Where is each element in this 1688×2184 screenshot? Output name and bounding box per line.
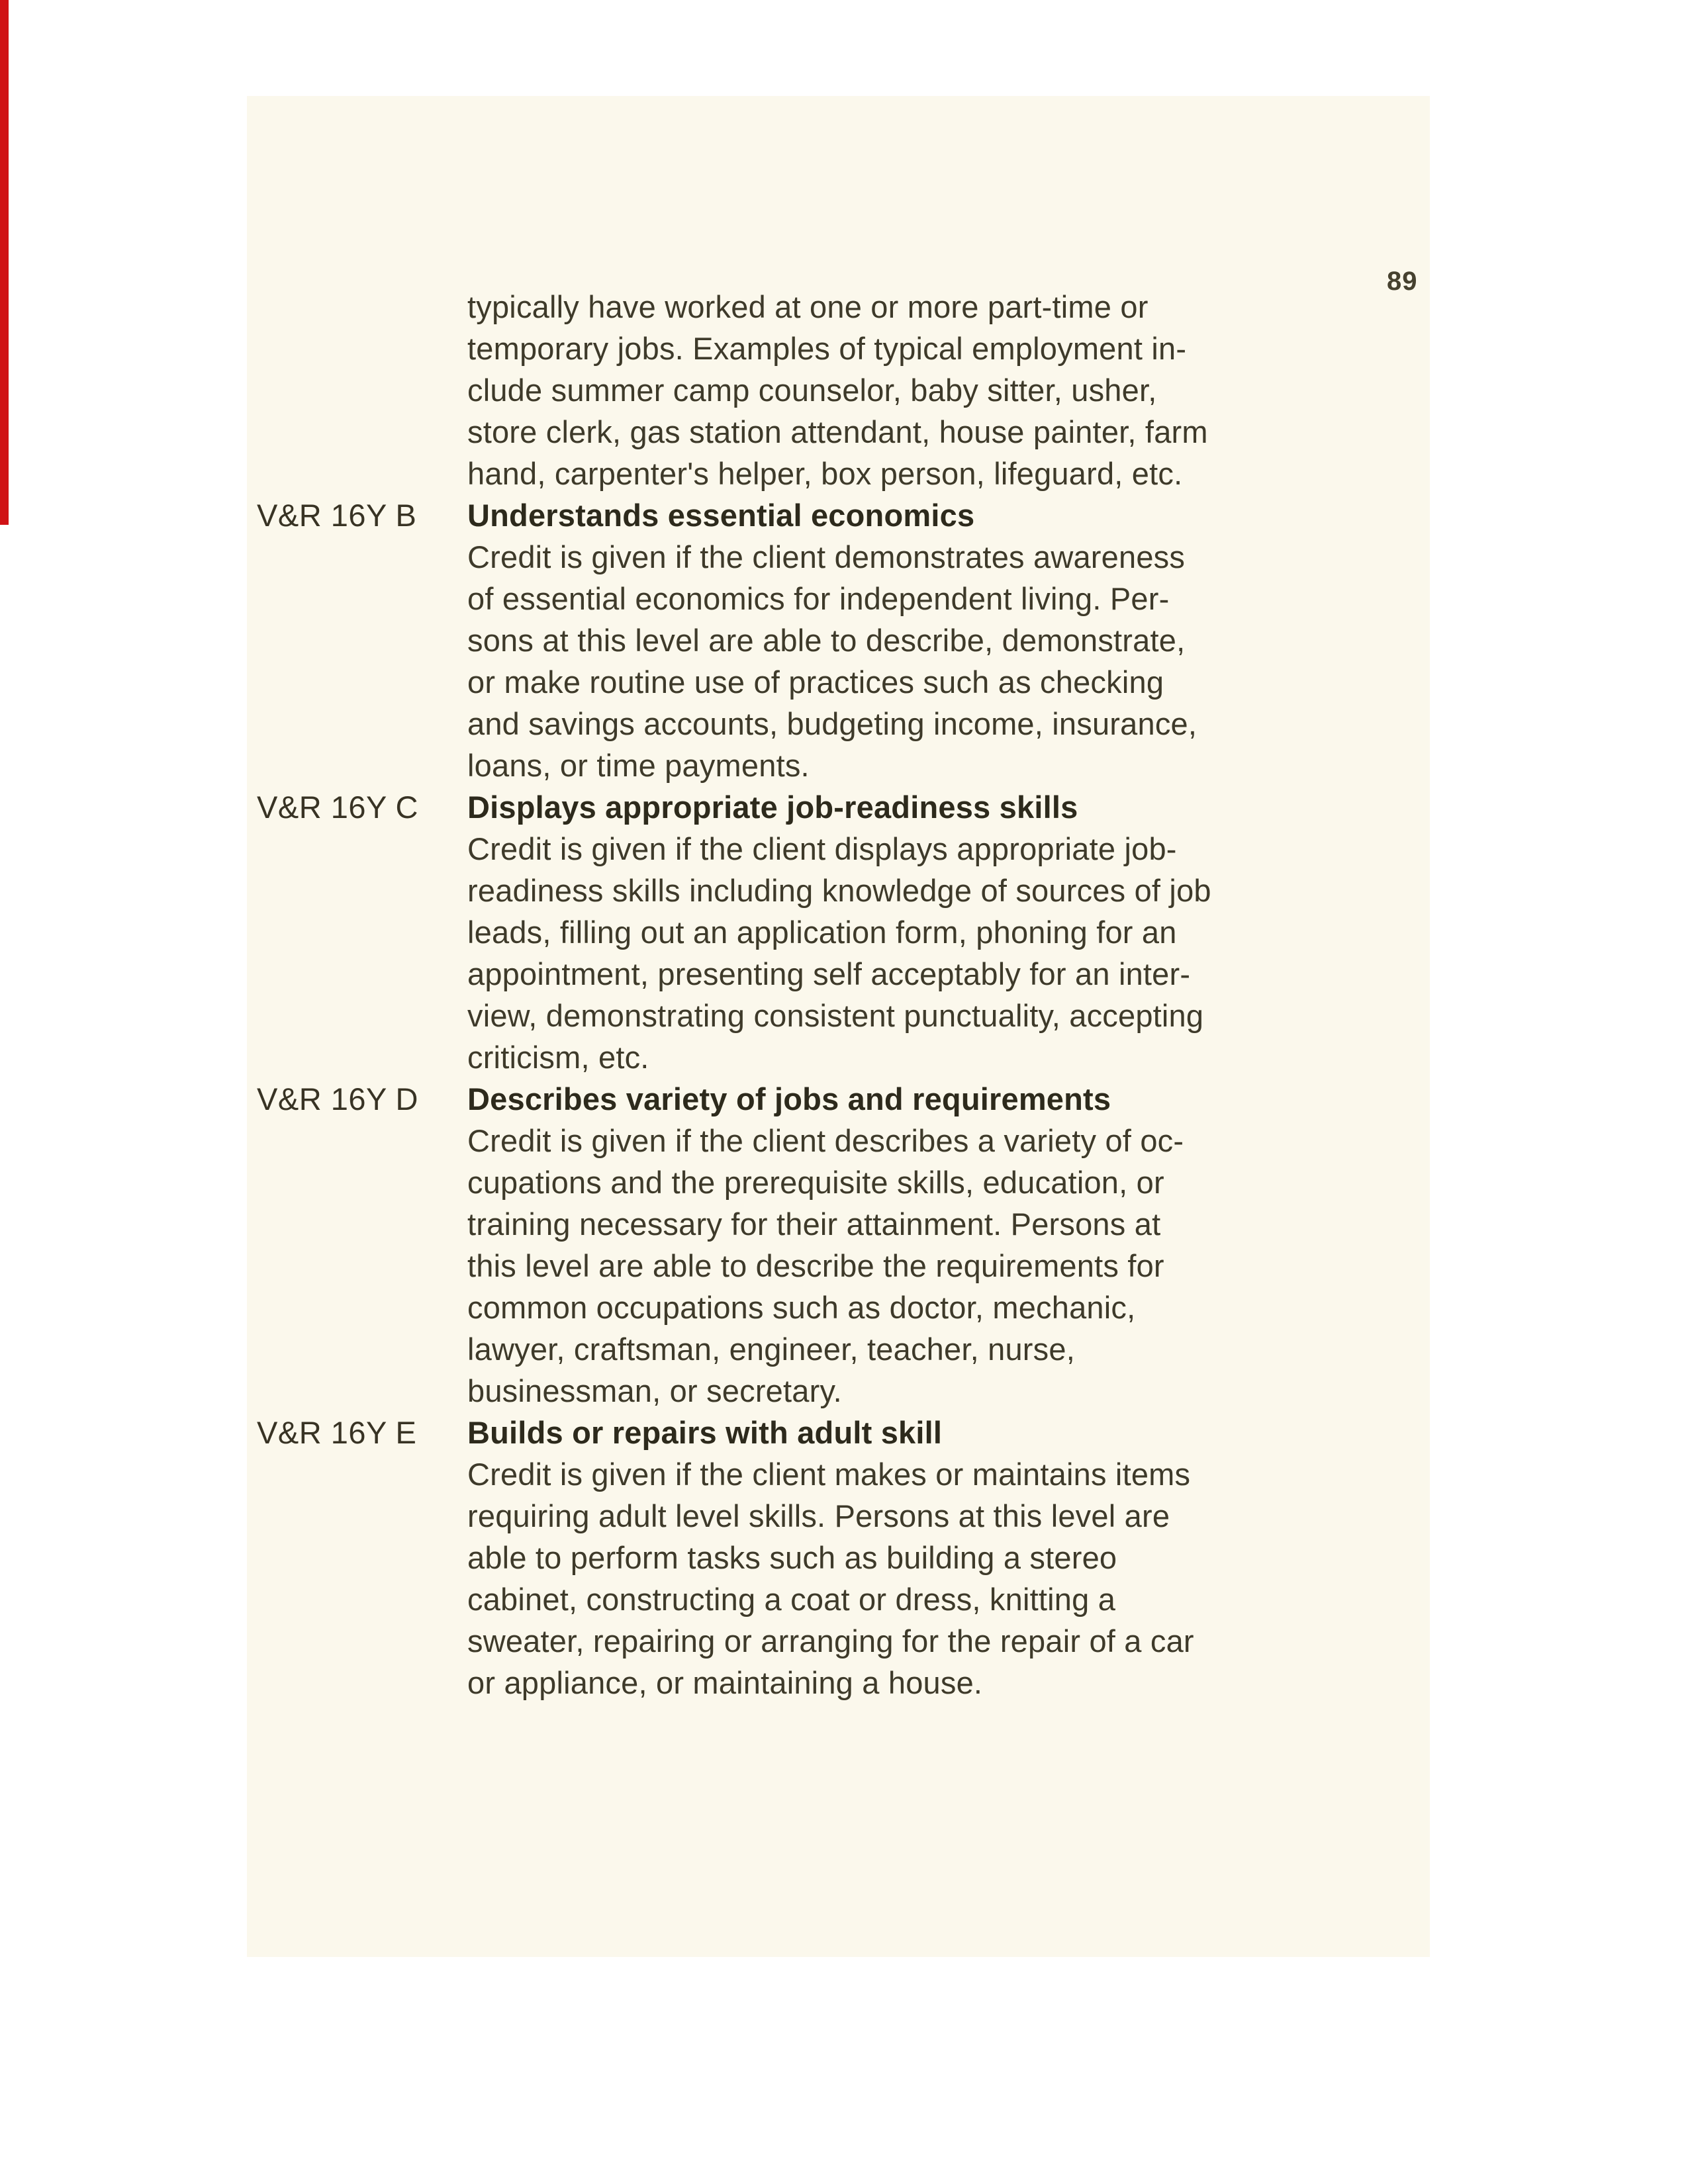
- page-content: [247, 286, 1430, 1704]
- section-label: V&R 16Y E: [257, 1415, 417, 1450]
- section-label: V&R 16Y B: [257, 498, 417, 533]
- body-line: cabinet, constructing a coat or dress, knitting a: [467, 1582, 1116, 1617]
- body-line: or appliance, or maintaining a house.: [467, 1665, 983, 1700]
- body-line: Credit is given if the client demonstrates awareness: [467, 539, 1186, 574]
- body-line: able to perform tasks such as building a stereo: [467, 1540, 1117, 1575]
- section: [247, 1412, 1430, 1704]
- body-line: common occupations such as doctor, mechanic,: [467, 1290, 1136, 1325]
- body-line: cupations and the prerequisite skills, education, or: [467, 1165, 1164, 1200]
- body-line: criticism, etc.: [467, 1040, 649, 1075]
- body-line: this level are able to describe the requirements for: [467, 1248, 1164, 1283]
- page-number: 89: [1387, 267, 1418, 296]
- section-heading: Displays appropriate job-readiness skills: [467, 790, 1078, 825]
- body-line: training necessary for their attainment. Persons at: [467, 1206, 1161, 1242]
- section: [247, 1078, 1430, 1412]
- scan-edge-artifact: [0, 0, 9, 525]
- section: [247, 494, 1430, 786]
- body-line: businessman, or secretary.: [467, 1373, 842, 1408]
- body-line: and savings accounts, budgeting income, insurance,: [467, 706, 1197, 741]
- body-line: view, demonstrating consistent punctuality, accepting: [467, 998, 1204, 1033]
- body-line: store clerk, gas station attendant, house painter, farm: [467, 414, 1208, 449]
- body-line: readiness skills including knowledge of sources of job: [467, 873, 1211, 908]
- body-line: leads, filling out an application form, phoning for an: [467, 915, 1177, 950]
- body-line: sons at this level are able to describe, demonstrate,: [467, 623, 1186, 658]
- body-line: lawyer, craftsman, engineer, teacher, nurse,: [467, 1332, 1075, 1367]
- body-line: Credit is given if the client describes a variety of oc-: [467, 1123, 1184, 1158]
- body-line: appointment, presenting self acceptably for an inter-: [467, 956, 1191, 991]
- section-label: V&R 16Y D: [257, 1081, 418, 1116]
- scan-page: [247, 96, 1430, 1957]
- body-line: temporary jobs. Examples of typical employment in-: [467, 331, 1187, 366]
- body-line: or make routine use of practices such as checking: [467, 664, 1164, 700]
- section-heading: Describes variety of jobs and requirements: [467, 1081, 1111, 1116]
- body-line: Credit is given if the client displays appropriate job-: [467, 831, 1177, 866]
- body-line: sweater, repairing or arranging for the repair of a car: [467, 1623, 1194, 1659]
- body-line: typically have worked at one or more part-time or: [467, 289, 1149, 324]
- section-label: V&R 16Y C: [257, 790, 418, 825]
- section-heading: Builds or repairs with adult skill: [467, 1415, 943, 1450]
- body-line: requiring adult level skills. Persons at this level are: [467, 1498, 1170, 1533]
- body-line: of essential economics for independent living. Per-: [467, 581, 1170, 616]
- body-line: clude summer camp counselor, baby sitter, usher,: [467, 373, 1157, 408]
- body-line: loans, or time payments.: [467, 748, 810, 783]
- body-line: hand, carpenter's helper, box person, lifeguard, etc.: [467, 456, 1183, 491]
- body-line: Credit is given if the client makes or maintains items: [467, 1457, 1191, 1492]
- intro-paragraph: [247, 286, 1430, 494]
- section: [247, 786, 1430, 1078]
- section-heading: Understands essential economics: [467, 498, 975, 533]
